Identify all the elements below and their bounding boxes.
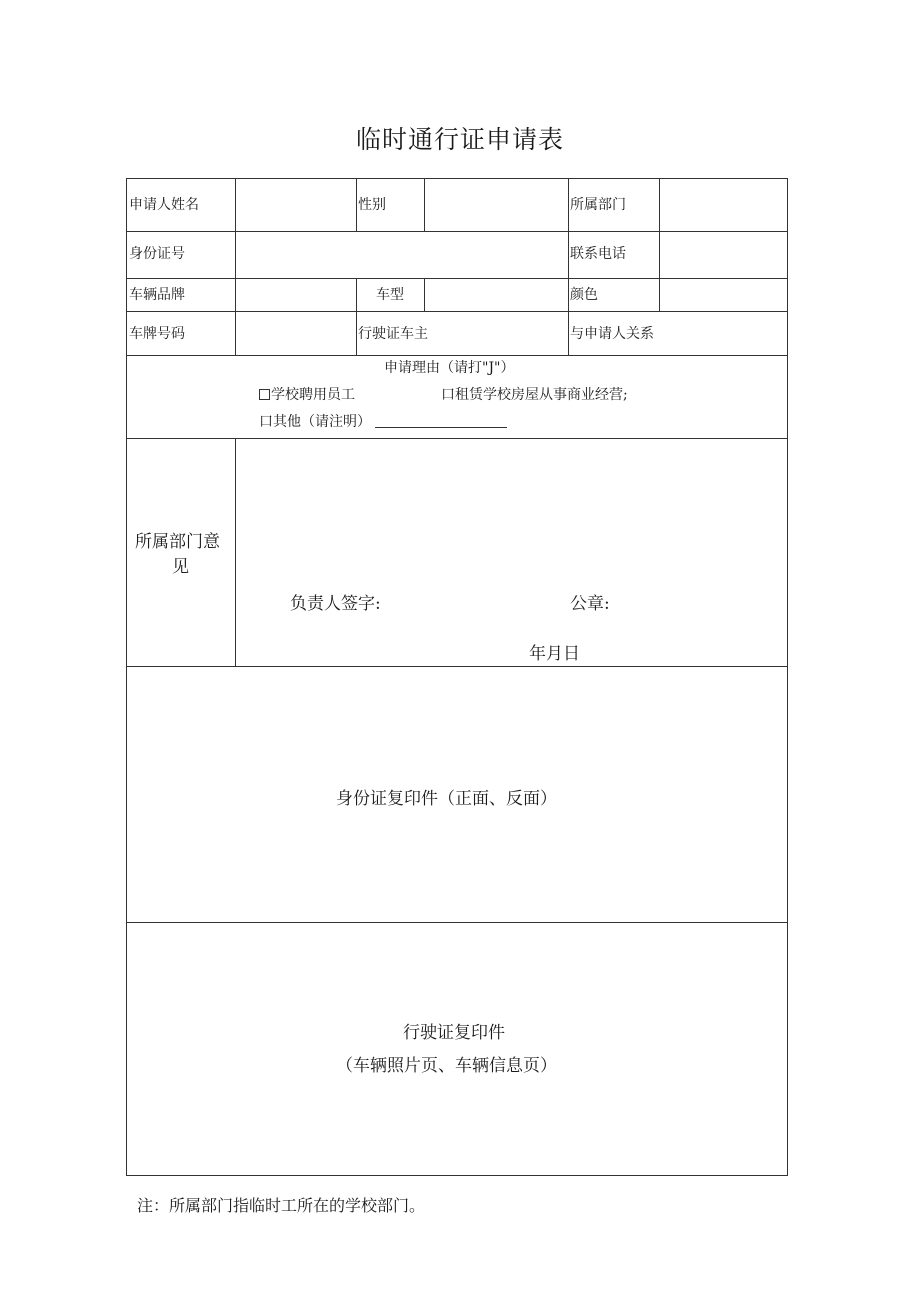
- col-divider: [235, 179, 236, 355]
- department-label: 所属部门: [570, 197, 626, 213]
- reason-option-employee: 学校聘用员工: [259, 388, 355, 402]
- application-form: [126, 178, 788, 1176]
- col-divider: [424, 179, 425, 231]
- row-divider: [127, 666, 787, 667]
- col-divider: [659, 179, 660, 311]
- license-copy-sublabel: （车辆照片页、车辆信息页）: [336, 1056, 557, 1076]
- row-divider: [127, 438, 787, 439]
- checkbox-glyph[interactable]: 口: [259, 414, 273, 430]
- license-owner-label: 行驶证车主: [358, 326, 428, 342]
- col-divider: [356, 278, 357, 355]
- relation-label: 与申请人关系: [570, 326, 654, 342]
- reason-option-other: 口其他（请注明）: [259, 415, 507, 429]
- col-divider: [424, 278, 425, 311]
- row-divider: [127, 278, 787, 279]
- vehicle-model-label: 车型: [376, 287, 404, 303]
- gender-label: 性别: [358, 197, 386, 213]
- page-title: 临时通行证申请表: [355, 125, 564, 154]
- signature-label: 负责人签字:: [290, 594, 381, 614]
- seal-label: 公章:: [570, 594, 610, 614]
- phone-label: 联系电话: [570, 246, 626, 262]
- other-reason-blank[interactable]: [375, 415, 507, 428]
- col-divider: [568, 179, 569, 355]
- reason-heading: 申请理由（请打"J"）: [384, 360, 515, 376]
- license-copy-label: 行驶证复印件: [403, 1023, 505, 1043]
- reason-option-tenant: 口租赁学校房屋从事商业经营;: [441, 387, 628, 403]
- plate-number-label: 车牌号码: [129, 326, 185, 342]
- row-divider: [127, 311, 787, 312]
- checkbox-glyph[interactable]: 口: [441, 387, 455, 403]
- col-divider: [235, 438, 236, 666]
- dept-opinion-label-line2: 见: [172, 557, 189, 577]
- vehicle-brand-label: 车辆品牌: [129, 287, 185, 303]
- id-number-label: 身份证号: [129, 246, 185, 262]
- footnote: 注：所属部门指临时工所在的学校部门。: [137, 1196, 426, 1215]
- row-divider: [127, 922, 787, 923]
- row-divider: [127, 355, 787, 356]
- color-label: 颜色: [570, 287, 598, 303]
- date-label: 年月日: [529, 644, 580, 664]
- applicant-name-label: 申请人姓名: [129, 197, 199, 213]
- row-divider: [127, 231, 787, 232]
- checkbox-icon[interactable]: [259, 389, 270, 400]
- dept-opinion-label-line1: 所属部门意: [135, 532, 220, 552]
- id-copy-label: 身份证复印件（正面、反面）: [336, 789, 557, 809]
- col-divider: [356, 179, 357, 231]
